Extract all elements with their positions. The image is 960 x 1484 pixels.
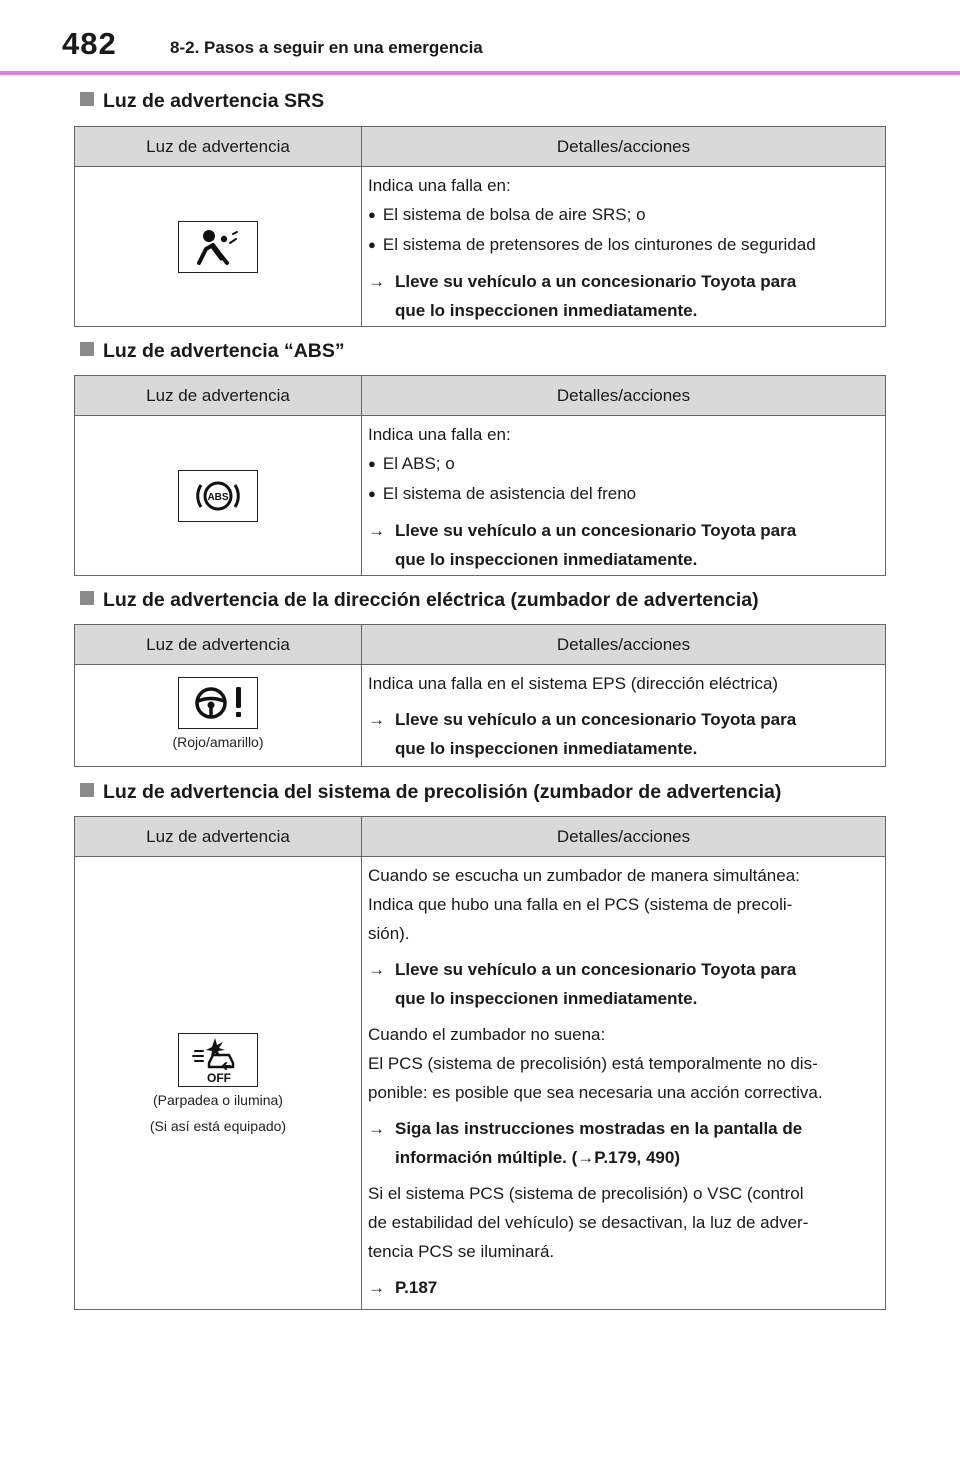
action-text: → Lleve su vehículo a un concesionario Toyota para que lo inspeccionen inmediatamente. xyxy=(368,267,881,325)
arrow-icon: → xyxy=(577,1148,595,1167)
header-details: Detalles/acciones xyxy=(556,136,691,156)
steering-warning-icon xyxy=(178,677,258,729)
warning-light-cell xyxy=(75,167,362,326)
action-text: → Lleve su vehículo a un concesionario Toyota para que lo inspeccionen inmediatamente. xyxy=(368,955,881,1013)
table-eps xyxy=(74,624,886,767)
header-warning-light: Luz de advertencia xyxy=(75,817,362,856)
section-square-icon xyxy=(80,92,94,106)
table-abs xyxy=(74,375,886,576)
icon-note-equipped: (Si así está equipado) xyxy=(149,1118,287,1134)
details-paragraph: Cuando el zumbador no suena: El PCS (sistema de precolisión) está temporalmente no dis- ponible: es posible que sea necesaria una acción correctiva. xyxy=(368,1025,823,1102)
header-details: Detalles/acciones xyxy=(556,634,691,654)
details-paragraph: Cuando se escucha un zumbador de manera simultánea: Indica que hubo una falla en el PCS (sistema de precoli- sión). xyxy=(368,866,800,943)
icon-note: (Rojo/amarillo) xyxy=(172,733,264,750)
header-details: Detalles/acciones xyxy=(556,826,691,846)
icon-note-blink: (Parpadea o ilumina) xyxy=(153,1092,283,1108)
table-row xyxy=(75,167,885,326)
table-row xyxy=(75,857,885,1309)
details-cell xyxy=(362,416,885,575)
action-text: → Lleve su vehículo a un concesionario Toyota para que lo inspeccionen inmediatamente. xyxy=(368,516,881,574)
header-warning-light: Luz de advertencia xyxy=(75,127,362,166)
table-row xyxy=(75,665,885,766)
page-reference-link[interactable]: P.187 xyxy=(395,1278,438,1297)
header-rule xyxy=(0,71,960,75)
table-srs xyxy=(74,126,886,327)
page-header xyxy=(0,0,960,76)
pcs-off-icon xyxy=(178,1033,258,1087)
list-item: ● El sistema de asistencia del freno xyxy=(368,479,881,509)
warning-light-cell xyxy=(75,857,362,1309)
action-text xyxy=(368,1273,881,1302)
section-title-eps: Luz de advertencia de la dirección eléctrica (zumbador de advertencia) xyxy=(80,589,759,612)
list-item: ● El ABS; o xyxy=(368,449,881,479)
chapter-title: 8-2. Pasos a seguir en una emergencia xyxy=(170,38,483,57)
details-cell xyxy=(362,857,885,1309)
header-warning-light: Luz de advertencia xyxy=(75,625,362,664)
warning-light-cell xyxy=(75,416,362,575)
page-number: 482 xyxy=(62,26,117,61)
section-square-icon xyxy=(80,783,94,797)
details-paragraph: Si el sistema PCS (sistema de precolisión) o VSC (control de estabilidad del vehículo) se desactivan, la luz de adver- tencia PCS se iluminará. xyxy=(368,1184,809,1261)
arrow-icon: → xyxy=(368,521,385,540)
details-intro: Indica una falla en: xyxy=(368,425,511,444)
table-header xyxy=(75,376,885,416)
arrow-icon: → xyxy=(368,710,385,729)
table-row xyxy=(75,416,885,575)
details-intro: Indica una falla en el sistema EPS (dirección eléctrica) xyxy=(368,674,779,693)
page-reference-link[interactable]: P.179, 490) xyxy=(594,1148,681,1167)
list-item: ● El sistema de pretensores de los cinturones de seguridad xyxy=(368,230,881,260)
srs-airbag-icon xyxy=(178,221,258,273)
svg-text:ABS: ABS xyxy=(207,491,229,503)
abs-icon xyxy=(178,470,258,522)
table-header xyxy=(75,625,885,665)
action-text: → Siga las instrucciones mostradas en la pantalla de información múltiple. (→P.179, 490) xyxy=(368,1114,881,1172)
svg-text:OFF: OFF xyxy=(207,1071,231,1084)
warning-light-cell xyxy=(75,665,362,766)
list-item: ● El sistema de bolsa de aire SRS; o xyxy=(368,200,881,230)
section-title-srs: Luz de advertencia SRS xyxy=(80,90,324,113)
section-square-icon xyxy=(80,591,94,605)
header-details: Detalles/acciones xyxy=(556,385,691,405)
header-warning-light: Luz de advertencia xyxy=(75,376,362,415)
table-header xyxy=(75,817,885,857)
details-cell xyxy=(362,665,885,766)
section-square-icon xyxy=(80,342,94,356)
arrow-icon: → xyxy=(368,1278,385,1297)
arrow-icon: → xyxy=(368,272,385,291)
details-intro: Indica una falla en: xyxy=(368,176,511,195)
arrow-icon: → xyxy=(368,960,385,979)
table-header xyxy=(75,127,885,167)
section-title-abs: Luz de advertencia “ABS” xyxy=(80,340,345,363)
table-pcs xyxy=(74,816,886,1310)
details-cell xyxy=(362,167,885,326)
arrow-icon: → xyxy=(368,1119,385,1138)
action-text: → Lleve su vehículo a un concesionario Toyota para que lo inspeccionen inmediatamente. xyxy=(368,705,881,763)
section-title-pcs: Luz de advertencia del sistema de precolisión (zumbador de advertencia) xyxy=(80,781,781,804)
